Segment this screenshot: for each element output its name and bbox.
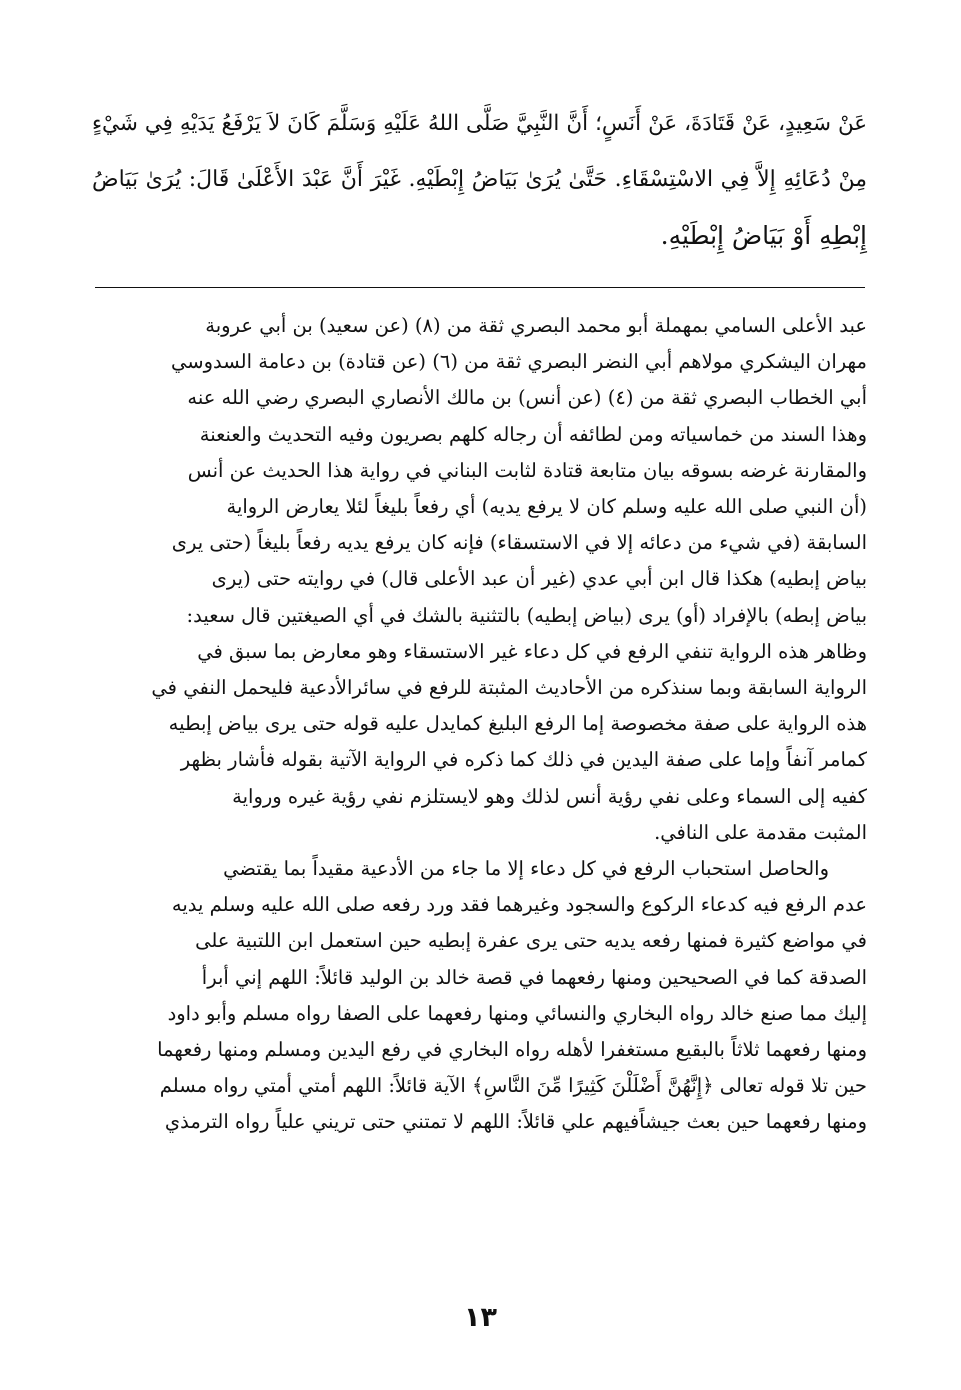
commentary-line: والحاصل استحباب الرفع في كل دعاء إلا ما جاء من الأدعية مقيداً بما يقتضي (223, 857, 829, 881)
commentary-line: والمقارنة غرضه بسوقه بيان متابعة قتادة لثابت البناني في رواية هذا الحديث عن أنس (187, 458, 867, 482)
commentary-line: وظاهر هذه الرواية تنفي الرفع في كل دعاء غير الاستسقاء وهو معارض بما سبق في (197, 639, 867, 663)
commentary-line: كمامر آنفاً وإما على صفة اليدين في ذلك كما ذكره في الرواية الآتية بقوله فأشار بظهر (180, 748, 867, 772)
hadith-line: إِبْطِهِ أَوْ بَيَاضُ إِبْطَيْهِ. (660, 221, 867, 250)
commentary-line: في مواضع كثيرة فمنها رفعه يديه حتى يرى عفرة إبطيه حين استعمل ابن اللتبية على (195, 929, 867, 953)
page-number: ١٣ (464, 1302, 497, 1333)
commentary-line: مهران اليشكري مولاهم أبي النضر البصري ثقة من (٦) (عن قتادة) بن دعامة السدوسي (171, 350, 867, 374)
commentary-line: حين تلا قوله تعالى ﴿إِنَّهُنَّ أَضْلَلْنَ كَثِيرًا مِّنَ النَّاسِ﴾ الآية قائلاً: اللهم أمتي أمتي رواه مسلم (159, 1074, 867, 1098)
commentary-line: هذه الرواية على صفة مخصوصة إما الرفع البليغ كمايدل عليه قوله حتى يرى بياض إبطيه (168, 712, 867, 736)
commentary-line: بياض إبطيه) هكذا قال ابن أبي عدي (غير أن عبد الأعلى قال) في روايته حتى (يرى (211, 567, 867, 591)
commentary-line: (أن النبي صلى الله عليه وسلم كان لا يرفع يديه) أي رفعاً بليغاً لئلا يعارض الرواية (226, 495, 867, 519)
commentary-line: الصدقة كما في الصحيحين ومنها رفعهما في قصة خالد بن الوليد قائلاً: اللهم إني أبرأ (201, 965, 867, 989)
commentary-line: ومنها رفعهما حين بعث جيشاًفيهم علي قائلاً: اللهم لا تمتني حتى تريني علياً رواه الترمذي (164, 1110, 867, 1134)
hadith-line: عَنْ سَعِيدٍ، عَنْ قَتَادَةَ، عَنْ أَنَسٍ؛ أَنَّ النَّبِيَّ صَلَّى اللهُ عَلَيْهِ وَسَلَّمَ كَانَ لاَ يَرْفَعُ يَدَيْهِ فِي شَيْءٍ (92, 111, 867, 136)
commentary-line: عدم الرفع فيه كدعاء الركوع والسجود وغيرهما فقد ورد رفعه صلى الله عليه وسلم يديه (171, 893, 867, 917)
commentary-line: وهذا السند من خماسياته ومن لطائفه أن رجاله كلهم بصريون وفيه التحديث والعنعنة (199, 422, 867, 446)
commentary-line: السابقة (في شيء من دعائه إلا في الاستسقاء) فإنه كان يرفع يديه رفعاً بليغاً (حتى يرى (171, 531, 867, 555)
commentary-line: المثبت مقدمة على النافي. (654, 820, 867, 844)
commentary-line: كفيه إلى السماء وعلى نفي رؤية أنس لذلك وهو لايستلزم نفي رؤية غيره ورواية (232, 784, 867, 808)
commentary-line: عبد الأعلى السامي بمهملة أبو محمد البصري ثقة من (٨) (عن سعيد) بن أبي عروبة (205, 314, 867, 337)
hadith-line: مِنْ دُعَائِهِ إِلاَّ فِي الاسْتِسْقَاءِ. حَتَّىٰ يُرَىٰ بَيَاضُ إِبْطَيْهِ. غَيْرَ أَنَّ عَبْدَ الأَعْلَىٰ قَالَ: يُرَىٰ بَيَاضُ (92, 167, 867, 192)
commentary-line: إليك مما صنع خالد رواه البخاري والنسائي ومنها رفعهما على الصفا رواه مسلم وأبو داود (167, 1001, 867, 1025)
commentary-line: الرواية السابقة وبما سنذكره من الأحاديث المثبتة للرفع في سائرالأدعية فليحمل النفي في (151, 676, 867, 700)
commentary-line: أبي الخطاب البصري ثقة من (٤) (عن أنس) بن مالك الأنصاري البصري رضي الله عنه (187, 386, 867, 410)
commentary-text (92, 308, 867, 1141)
commentary-line: ومنها رفعهما ثلاثاً بالبقيع مستغفرا لأهله رواه البخاري في رفع اليدين ومسلم ومنها رفعهما (157, 1038, 867, 1062)
footnote-divider (95, 287, 865, 288)
commentary-line: بياض إبطه) بالإفراد (أو) يرى (بياض إبطيه) بالتثنية بالشك في أي الصيغتين قال سعيد: (186, 603, 867, 627)
hadith-text (92, 96, 867, 264)
